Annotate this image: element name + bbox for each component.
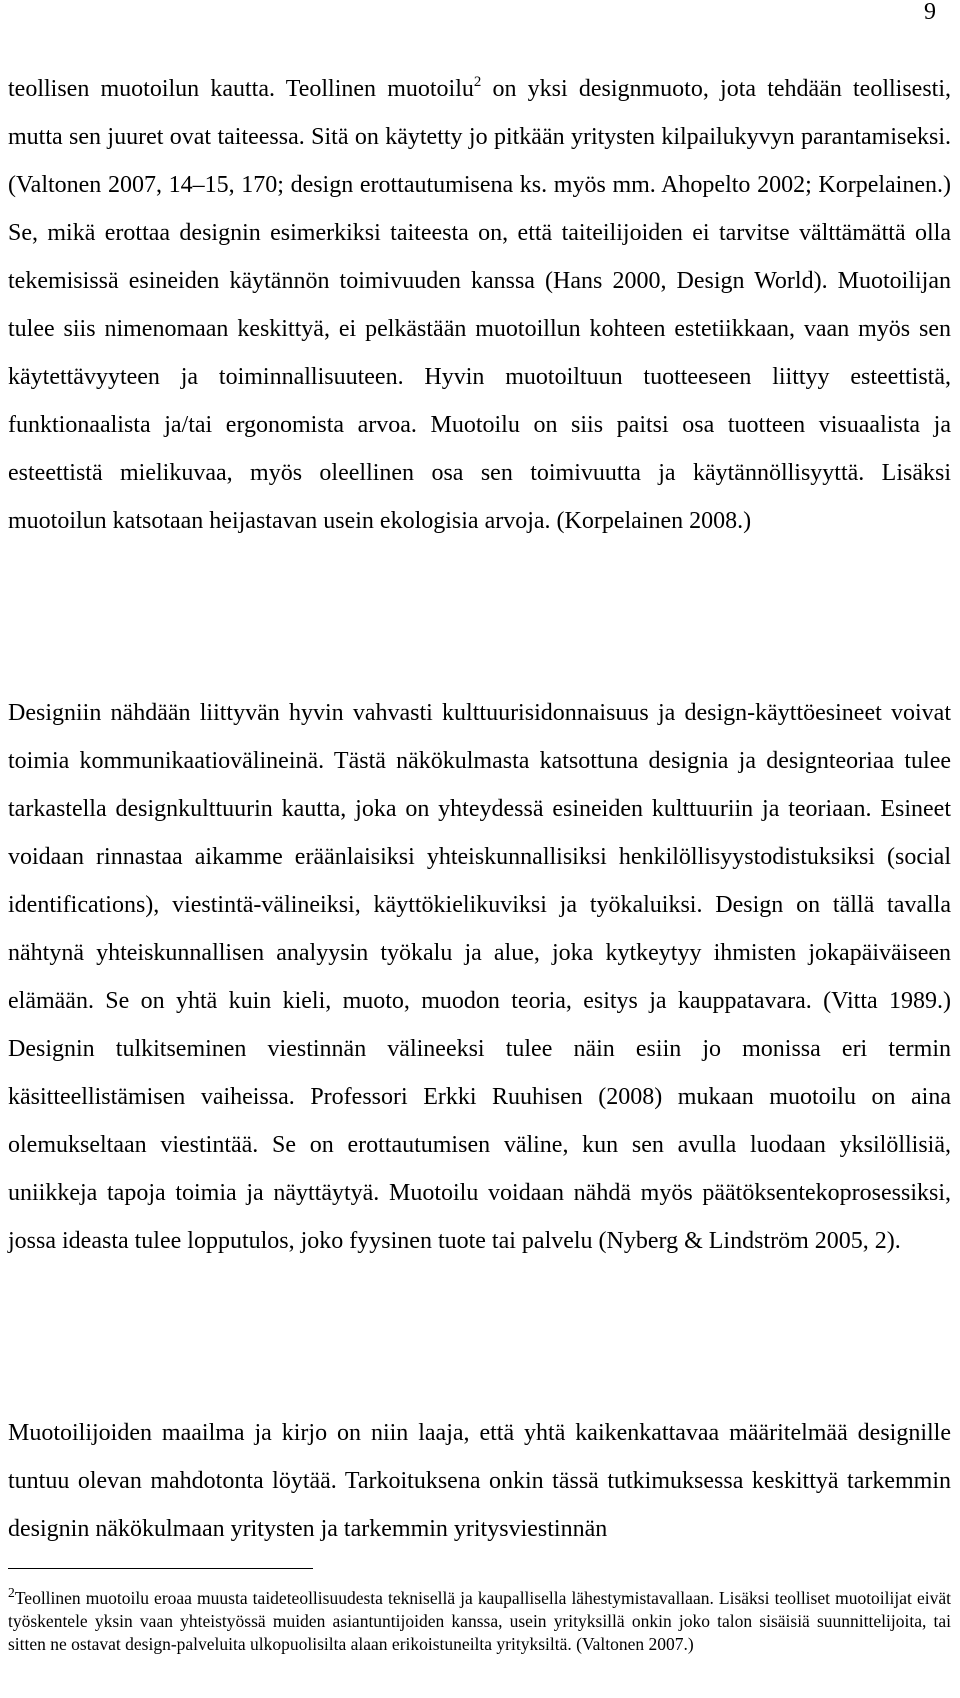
page-number: 9 xyxy=(924,0,936,25)
footnote-text: Teollinen muotoilu eroaa muusta taideteollisuudesta teknisellä ja kaupallisella lähestymistavallaan. Lisäksi teolliset muotoilijat eivät työskentele yksin vaan yhteistyössä muiden asiantuntijoiden kanssa, usein yrityksillä onkin joko talon sisäisiä suunnittelijoita, tai sitten ne ostavat design-palveluita ulkopuolisilta alaan erikoistuneilta yrityksiltä. (Valtonen 2007.) xyxy=(8,1588,951,1654)
footnote-reference[interactable]: 2 xyxy=(473,73,482,90)
footnote-separator xyxy=(8,1568,313,1569)
body-paragraph: Muotoilijoiden maailma ja kirjo on niin laaja, että yhtä kaikenkattavaa määritelmää designille tuntuu olevan mahdotonta löytää. Tarkoituksena onkin tässä tutkimuksessa keskittyä tarkemmin designin näkökulmaan yritysten ja tarkemmin yritysviestinnän xyxy=(8,1420,951,1542)
body-paragraph xyxy=(8,65,951,545)
footnote-mark: 2 xyxy=(8,1585,15,1601)
footnote xyxy=(8,1587,951,1656)
body-paragraph: Designiin nähdään liittyvän hyvin vahvasti kulttuurisidonnaisuus ja design-käyttöesineet voivat toimia kommunikaatiovälineinä. Tästä näkökulmasta katsottuna designia ja designteoriaa tulee tarkastella designkulttuurin kautta, joka on yhteydessä esineiden kulttuuriin ja teoriaan. Esineet voidaan rinnastaa aikamme eräänlaisiksi yhteiskunnallisiksi henkilöllisyystodistuksiksi (social identifications), viestintä-välineiksi, käyttökielikuviksi ja työkaluiksi. Design on tällä tavalla nähtynä yhteiskunnallisen analyysin työkalu ja alue, joka kytkeytyy ihmisten jokapäiväiseen elämään. Se on yhtä kuin kieli, muoto, muodon teoria, esitys ja kauppatavara. (Vitta 1989.) Designin tulkitseminen viestinnän välineeksi tulee näin esiin jo monissa eri termin käsitteellistämisen vaiheissa. Professori Erkki Ruuhisen (2008) mukaan muotoilu on aina olemukseltaan viestintää. Se on erottautumisen väline, kun sen avulla luodaan yksilöllisiä, uniikkeja tapoja toimia ja näyttäytyä. Muotoilu voidaan nähdä myös päätöksentekoprosessiksi, jossa ideasta tulee lopputulos, joko fyysinen tuote tai palvelu (Nyberg & Lindström 2005, 2). xyxy=(8,700,951,1254)
paragraph-text: on yksi designmuoto, jota tehdään teollisesti, mutta sen juuret ovat taiteessa. Sitä on käytetty jo pitkään yritysten kilpailukyvyn parantamiseksi. (Valtonen 2007, 14–15, 170; design erottautumisena ks. myös mm. Ahopelto 2002; Korpelainen.) Se, mikä erottaa designin esimerkiksi taiteesta on, että taiteilijoiden ei tarvitse välttämättä olla tekemisissä esineiden käytännön toimivuuden kanssa (Hans 2000, Design World). Muotoilijan tulee siis nimenomaan keskittyä, ei pelkästään muotoillun kohteen estetiikkaan, vaan myös sen käytettävyyteen ja toiminnallisuuteen. Hyvin muotoiltuun tuotteeseen liittyy esteettistä, funktionaalista ja/tai ergonomista arvoa. Muotoilu on siis paitsi osa tuotteen visuaalista ja esteettistä mielikuvaa, myös oleellinen osa sen toimivuutta ja käytännöllisyyttä. Lisäksi muotoilun katsotaan heijastavan usein ekologisia arvoja. (Korpelainen 2008.) xyxy=(8,76,951,534)
paragraph-text: teollisen muotoilun kautta. Teollinen muotoilu xyxy=(8,76,474,102)
